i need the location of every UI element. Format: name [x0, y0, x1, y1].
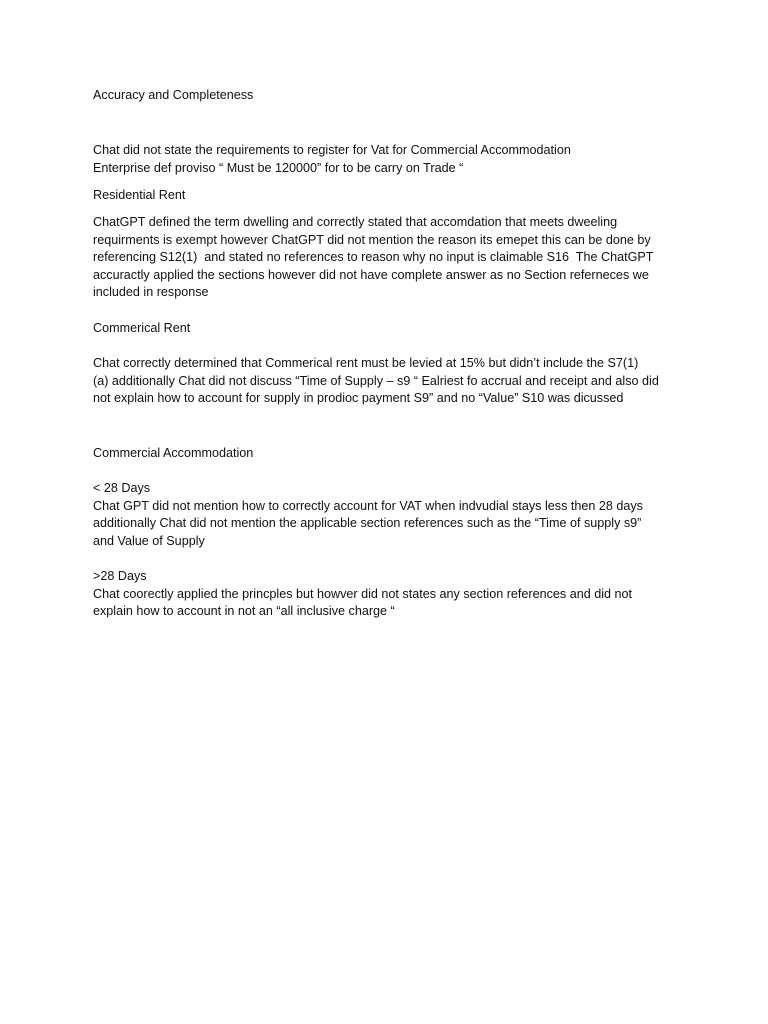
- paragraph-line: explain how to account in not an “all inclusive charge “: [93, 604, 395, 619]
- paragraph-line: Chat GPT did not mention how to correctly account for VAT when indvudial stays less then 28 days: [93, 498, 643, 513]
- paragraph-line: additionally Chat did not mention the applicable section references such as the “Time of supply s9”: [93, 516, 642, 531]
- paragraph-line: accuractly applied the sections however did not have complete answer as no Section referneces we: [93, 267, 649, 282]
- section-title-text: Commerical Rent: [93, 321, 191, 335]
- paragraph-line: ChatGPT defined the term dwelling and correctly stated that accomdation that meets dweeling: [93, 215, 618, 229]
- paragraph-line: Enterprise def proviso “ Must be 120000” for to be carry on Trade “: [93, 160, 464, 175]
- paragraph-line: Chat correctly determined that Commerical rent must be levied at 15% but didn’t include the S7(1): [93, 356, 639, 370]
- paragraph-line: not explain how to account for supply in prodioc payment S9” and no “Value” S10 was dicussed: [93, 391, 624, 406]
- paragraph-line: Chat did not state the requirements to register for Vat for Commercial Accommodation: [93, 143, 571, 157]
- residential-rent-paragraph: [93, 214, 654, 302]
- intro-paragraph: [93, 142, 571, 177]
- over-28-days-block: [93, 568, 632, 621]
- section-title-commercial-accommodation: [93, 445, 253, 463]
- paragraph-line: and Value of Supply: [93, 533, 205, 548]
- paragraph-line: requirments is exempt however ChatGPT did not mention the reason its emepet this can be done by: [93, 232, 651, 247]
- paragraph-line: Chat coorectly applied the princples but howver did not states any section references and did not: [93, 586, 633, 601]
- section-title-commercial-rent: [93, 320, 190, 338]
- paragraph-line: referencing S12(1) and stated no references to reason why no input is claimable S16 The ChatGPT: [93, 250, 654, 265]
- document-heading: [93, 87, 253, 105]
- section-title-text: Commercial Accommodation: [93, 446, 254, 460]
- under-28-days-block: [93, 480, 643, 550]
- section-title-text: Residential Rent: [93, 188, 186, 202]
- heading-text: Accuracy and Completeness: [93, 88, 254, 102]
- commercial-rent-paragraph: [93, 355, 659, 408]
- paragraph-line: (a) additionally Chat did not discuss “Time of Supply – s9 “ Ealriest fo accrual and receipt and also did: [93, 373, 659, 388]
- paragraph-line: included in response: [93, 285, 209, 300]
- subsection-label: >28 Days: [93, 569, 147, 583]
- section-title-residential-rent: [93, 187, 185, 205]
- subsection-label: < 28 Days: [93, 481, 151, 495]
